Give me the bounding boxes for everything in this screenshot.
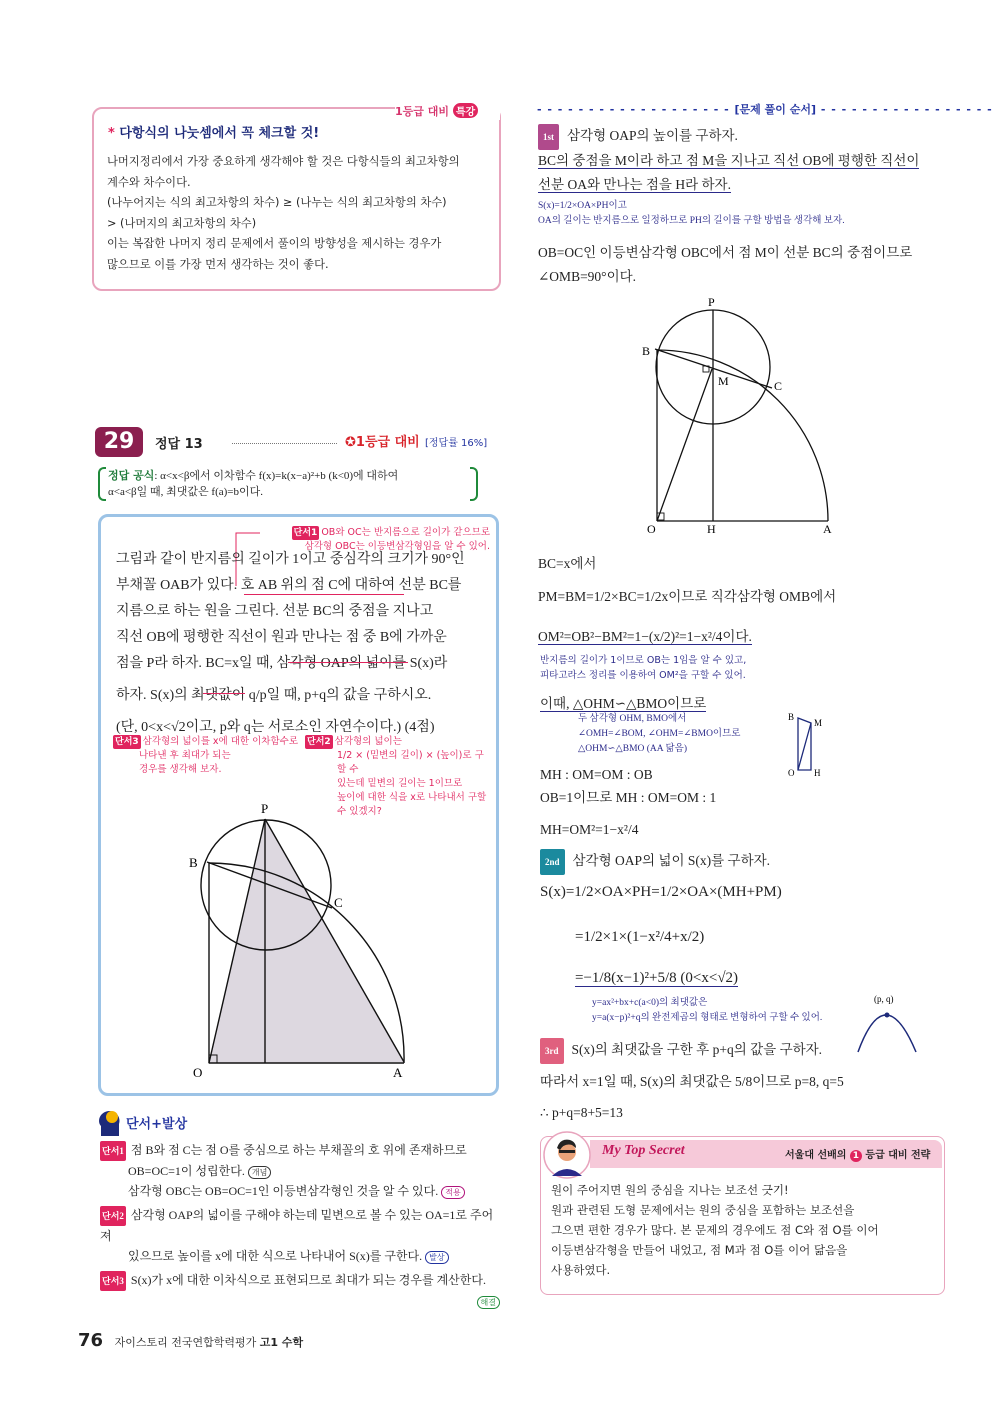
tip-tab bbox=[395, 100, 500, 120]
step1-isosceles: OB=OC인 이등변삼각형 OBC에서 점 M이 선분 BC의 중점이므로 ∠OMB=90°이다. bbox=[538, 245, 913, 284]
answer: 정답 13 bbox=[155, 437, 203, 452]
tip-tag: 1등급 대비 특강 bbox=[395, 105, 478, 118]
page-footer bbox=[78, 1330, 303, 1351]
svg-text:(p, q): (p, q) bbox=[874, 994, 894, 1004]
tip-title: * 다항식의 나눗셈에서 꼭 체크할 것! bbox=[108, 126, 320, 141]
final-answer-2: ∴ p+q=8+5=13 bbox=[540, 1105, 623, 1120]
s-eq3: =−1/8(x−1)²+5/8 (0<x<√2) bbox=[575, 970, 739, 986]
solution-figure bbox=[640, 293, 840, 538]
book-grade: 고1 수학 bbox=[259, 1336, 304, 1349]
bc-eq: BC=x에서 bbox=[538, 556, 597, 571]
om-eq: OM²=OB²−BM²=1−(x/2)²=1−x²/4이다. bbox=[538, 629, 752, 644]
answer-formula: 정답 공식: α<x<β에서 이차함수 f(x)=k(x−a)²+b (k<0)에 대하여 α<a<β일 때, 최댓값은 f(a)=b이다. bbox=[108, 469, 399, 498]
svg-text:H: H bbox=[707, 522, 716, 536]
step3: 3rd S(x)의 최댓값을 구한 후 p+q의 값을 구하자. bbox=[540, 1038, 822, 1064]
hint1-note: 단서1 OB와 OC는 반지름으로 길이가 같으므로 삼각형 OBC는 이등변삼각형임을 알 수 있어. bbox=[293, 527, 490, 552]
page-number: 76 bbox=[78, 1330, 104, 1351]
svg-text:H: H bbox=[814, 768, 821, 778]
final-answer-1: 따라서 x=1일 때, S(x)의 최댓값은 5/8이므로 p=8, q=5 bbox=[540, 1074, 844, 1089]
problem-text: 그림과 같이 반지름의 길이가 1이고 중심각의 크기가 90°인 부채꼴 OAB가 있다. 호 AB 위의 점 C에 대하여 선분 BC를 지름으로 하는 원을 그린다. 선분 BC의 중점을 지나고 직선 OB에 평행한 직선이 원과 만나는 점 중 B에 가까운 점을 P라 하자. BC=x일 때, 삼각형 OAP의 넓이를 S(x)라 하자. S(x)의 최댓값이 q/p일 때, p+q의 값을 구하시오. (단, 0<x<√2이고, p와 q는 서로소인 자연수이다.) (4점) bbox=[116, 552, 465, 735]
avatar bbox=[542, 1130, 592, 1180]
dotted-leader bbox=[232, 443, 337, 444]
vertex-form-note: y=ax²+bx+c(a<0)의 최댓값은 y=a(x−p)²+q의 완전제곱의 형태로 변형하여 구할 수 있어. bbox=[592, 998, 823, 1023]
s-eq2: =1/2×1×(1−x²/4+x/2) bbox=[575, 929, 705, 945]
clues-body: 단서1 점 B와 점 C는 점 O를 중심으로 하는 부채꼴의 호 위에 존재하므로 OB=OC=1이 성립한다. 개념 삼각형 OBC는 OB=OC=1인 이등변삼각형인 것을 알 수 있다. 적용 단서2 삼각형 OAP의 넓이를 구해야 하는데 밑변으로 볼 수 있는 OA=1로 주어져 있으므로 높이를 x에 대한 식으로 나타내어 S(x)를 구한다. 발상 단서3 S(x)가 x에 대한 이차식으로 표현되므로 최대가 되는 경우를 계산한다. 해결 bbox=[100, 1140, 500, 1311]
underline-max bbox=[203, 693, 245, 694]
om-note: 반지름의 길이가 1이므로 OB는 1임을 알 수 있고, 피타고라스 정리를 이용하여 OM²을 구할 수 있어. bbox=[540, 655, 747, 681]
similarity-note: 두 삼각형 OHM, BMO에서 ∠OMH=∠BOM, ∠OHM=∠BMO이므로 △OHM∽△BMO (AA 닮음) bbox=[578, 714, 741, 754]
hint3-note: 단서3 삼각형의 넓이를 x에 대한 이차함수로 나타낸 후 최대가 되는 경우를 생각해 보자. bbox=[115, 736, 299, 775]
secret-body: 원이 주어지면 원의 중심을 지나는 보조선 긋기! 원과 관련된 도형 문제에서는 원의 중심을 포함하는 보조선을 그으면 편한 경우가 많다. 본 문제의 경우에도 점 C와 점 O를 이어 이등변삼각형을 만들어 내었고, 점 M과 점 O를 이어 닮음을 사용하였다. bbox=[551, 1183, 879, 1277]
svg-text:C: C bbox=[334, 895, 343, 910]
svg-text:O: O bbox=[647, 522, 656, 536]
secret-title: My Top Secret bbox=[602, 1143, 685, 1158]
svg-text:M: M bbox=[814, 718, 823, 728]
bracket-right bbox=[470, 467, 478, 501]
svg-text:P: P bbox=[708, 295, 715, 309]
tip-body: 나머지정리에서 가장 중요하게 생각해야 할 것은 다항식들의 최고차항의 계수와 차수이다. (나누어지는 식의 최고차항의 차수) ≥ (나누는 식의 최고차항의 차수) > (나머지의 최고차항의 차수) 이는 복잡한 나머지 정리 문제에서 풀이의 방향성을 제시하는 경우가 많으므로 이를 가장 먼저 생각하는 것이 좋다. bbox=[107, 155, 460, 271]
ratio2: OB=1이므로 MH : OM=OM : 1 bbox=[540, 790, 717, 805]
svg-text:O: O bbox=[193, 1065, 203, 1080]
mh-eq: MH=OM²=1−x²/4 bbox=[540, 822, 639, 837]
bracket-left bbox=[98, 467, 106, 501]
svg-text:B: B bbox=[642, 344, 651, 358]
lightbulb-head-icon bbox=[97, 1108, 123, 1138]
book-title: 자이스토리 전국연합학력평가 bbox=[114, 1336, 257, 1349]
step1-construction: BC의 중점을 M이라 하고 점 M을 지나고 직선 OB에 평행한 직선이 선분 OA와 만나는 점을 H라 하자. bbox=[538, 153, 920, 192]
svg-text:M: M bbox=[718, 374, 729, 388]
svg-text:P: P bbox=[261, 801, 269, 816]
underline-area bbox=[288, 662, 408, 663]
parabola-figure bbox=[850, 990, 930, 1060]
s-eq1: S(x)=1/2×OA×PH=1/2×OA×(MH+PM) bbox=[540, 884, 782, 900]
problem-figure bbox=[185, 795, 420, 1080]
underline-arc-c bbox=[244, 594, 404, 595]
svg-text:C: C bbox=[774, 379, 783, 393]
step1: 1st 삼각형 OAP의 높이를 구하자. bbox=[538, 124, 948, 150]
correct-rate: [정답률 16%] bbox=[425, 438, 488, 449]
grade-label: ✪1등급 대비 bbox=[345, 435, 420, 450]
secret-subtitle: 서울대 선배의 1 등급 대비 전략 bbox=[785, 1150, 931, 1161]
pm-eq: PM=BM=1/2×BC=1/2x이므로 직각삼각형 OMB에서 bbox=[538, 589, 837, 604]
svg-text:A: A bbox=[393, 1065, 403, 1080]
step2: 2nd 삼각형 OAP의 넓이 S(x)를 구하자. bbox=[540, 849, 770, 875]
clues-title: 단서+발상 bbox=[126, 1117, 188, 1132]
hint2-note: 단서2 삼각형의 넓이는 1/2 × (밑변의 길이) × (높이)로 구할 수 있는데 밑변의 길이는 1이므로 높이에 대한 식을 x로 나타내서 구할 수 있겠지? bbox=[307, 736, 487, 817]
step1-note: S(x)=1/2×OA×PH이고 OA의 길이는 반지름으로 일정하므로 PH의 길이를 구할 방법을 생각해 보자. bbox=[538, 201, 845, 226]
svg-text:O: O bbox=[788, 768, 795, 778]
question-number: 29 bbox=[95, 427, 143, 457]
svg-text:B: B bbox=[788, 712, 795, 722]
solution-header: - - - - - - - - - - - - - - - - - - - [문제 풀이 순서] - - - - - - - - - - - - - - - - - bbox=[537, 103, 993, 116]
svg-text:A: A bbox=[823, 522, 832, 536]
svg-text:B: B bbox=[189, 855, 198, 870]
ratio1: MH : OM=OM : OB bbox=[540, 767, 653, 782]
similarity: 이때, △OHM∽△BMO이므로 bbox=[540, 696, 707, 711]
similar-triangles-figure bbox=[786, 710, 836, 782]
